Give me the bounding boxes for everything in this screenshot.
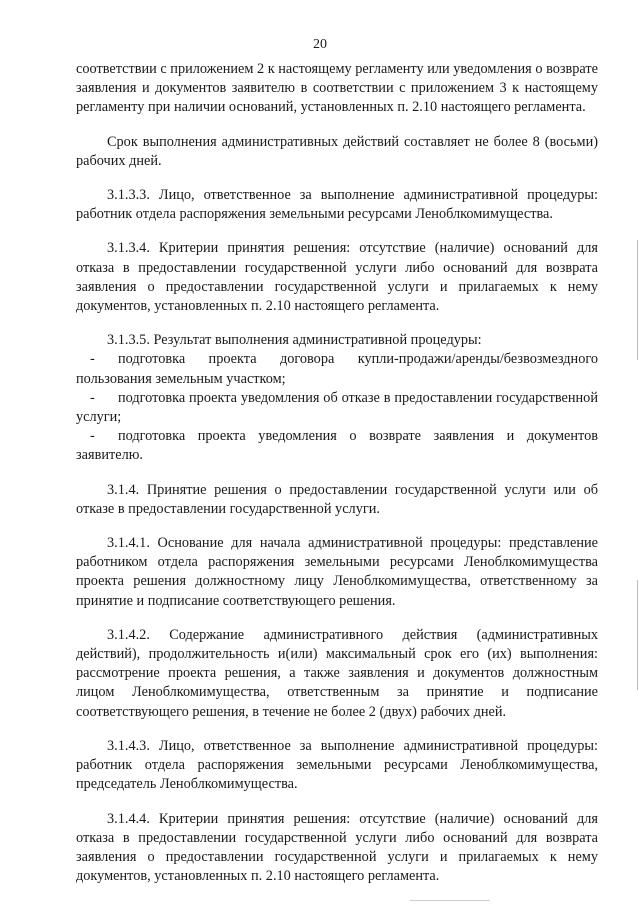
paragraph-3-1-4: 3.1.4. Принятие решения о предоставлении государственной услуги или об отказе в предоставлении государственной услуги. [76, 481, 598, 517]
list-item-text: подготовка проекта уведомления об отказе в предоставлении государственной услуги; [76, 389, 598, 426]
list-dash: - [90, 351, 95, 368]
list-item-text: подготовка проекта договора купли-продажи/аренды/безвозмездного пользования земельным участком; [76, 351, 598, 387]
paragraph-3-1-4-4: 3.1.4.4. Критерии принятия решения: отсутствие (наличие) оснований для отказа в предоставлении государственной услуги либо оснований для возврата заявления о предоставлении государственной услуги и прилагаемых к нему документов, установленных п. 2.10 настоящего регламента. [76, 810, 598, 885]
page-number: 20 [313, 37, 327, 52]
paragraph-3-1-4-3: 3.1.4.3. Лицо, ответственное за выполнение административной процедуры: работник отдела распоряжения земельными ресурсами Леноблкомимущества, председатель Леноблкомимущества. [76, 737, 598, 793]
paragraph-deadline: Срок выполнения административных действий составляет не более 8 (восьми) рабочих дней. [76, 133, 598, 169]
paragraph-3-1-3-3: 3.1.3.3. Лицо, ответственное за выполнение административной процедуры: работник отдела распоряжения земельными ресурсами Леноблкомимущества. [76, 187, 598, 223]
list-dash: - [90, 428, 95, 445]
paragraph-3-1-4-2: 3.1.4.2. Содержание административного действия (административных действий), продолжительность и(или) максимальный срок его (их) выполнения: рассмотрение проекта решения, а также заявления и документов должностным лицом Леноблкомимущества, ответственным за принятие и подписание соответствующего решения, в течение не более 2 (двух) рабочих дней. [76, 626, 598, 720]
list-item-text: подготовка проекта уведомления о возврате заявления и документов заявителю. [76, 428, 598, 464]
list-item [76, 389, 598, 427]
list-item [76, 350, 598, 388]
paragraph-3-1-4-1: 3.1.4.1. Основание для начала административной процедуры: представление работником отдела распоряжения земельными ресурсами Леноблкомимущества проекта решения должностному лицу Леноблкомимущества, ответственному за принятие и подписание соответствующего решения. [76, 535, 598, 609]
list-dash: - [90, 389, 95, 406]
paragraph-continuation: соответствии с приложением 2 к настоящему регламенту или уведомления о возврате заявления и документов заявителю в соответствии с приложением 3 к настоящему регламенту при наличии оснований, установленных п. 2.10 настоящего регламента. [76, 61, 598, 116]
scan-bottom-mark [410, 900, 490, 901]
paragraph-3-1-3-4: 3.1.3.4. Критерии принятия решения: отсутствие (наличие) оснований для отказа в предоставлении государственной услуги либо оснований для возврата заявления о предоставлении государственной услуги и прилагаемых к нему документов, установленных п. 2.10 настоящего регламента. [76, 240, 598, 315]
document-body [76, 60, 598, 901]
list-item [76, 427, 598, 465]
scan-edge-mark [637, 240, 638, 360]
scan-edge-mark [637, 580, 638, 690]
paragraph-3-1-3-5: 3.1.3.5. Результат выполнения административной процедуры: [107, 332, 482, 349]
paragraph-3-1-3-5-block [76, 331, 598, 465]
